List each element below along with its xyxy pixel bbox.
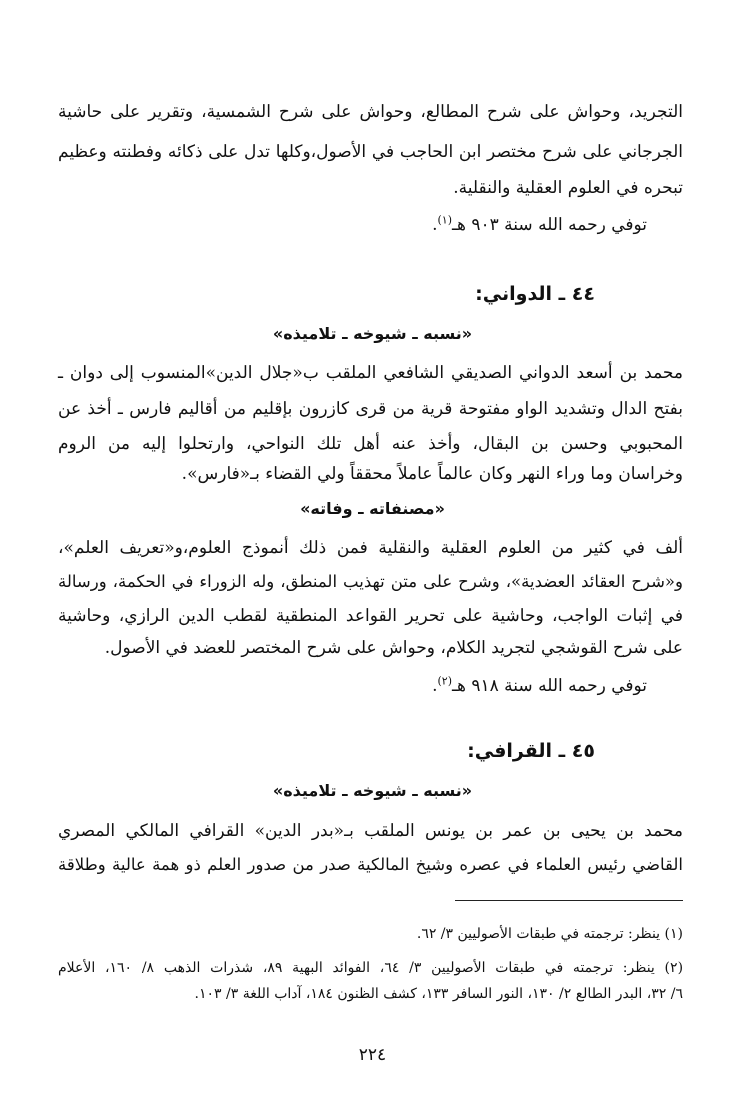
s44-p1-line-1: محمد بن أسعد الدواني الصديقي الشافعي الملقب ب«جلال الدين»المنسوب إلى دوان ـ <box>58 363 683 383</box>
footnote-divider <box>455 900 683 901</box>
s44-p1-line-2: بفتح الدال وتشديد الواو مفتوحة قرية من قرى كازرون بإقليم من أقاليم فارس ـ أخذ عن <box>58 399 683 419</box>
footnote-ref-1: (١) <box>437 213 453 227</box>
death-end: . <box>432 215 438 235</box>
footnote-ref-2: (٢) <box>437 674 453 688</box>
intro-line-3: تبحره في العلوم العقلية والنقلية. <box>453 178 683 198</box>
s45-p1-line-1: محمد بن يحيى بن عمر بن يونس الملقب بـ«بدر الدين» القرافي المالكي المصري <box>58 821 683 841</box>
footnote-2-line-2: ٦/ ٣٢، البدر الطالع ٢/ ١٣٠، النور السافر ١٣٣، كشف الظنون ١٨٤، آداب اللغة ٣/ ١٠٣. <box>194 986 683 1002</box>
s44-p2-line-3: في إثبات الواجب، وحاشية على تحرير القواعد المنطقية لقطب الدين الرازي، وحاشية <box>58 606 683 626</box>
subheading-lineage-45: «نسبه ـ شيوخه ـ تلاميذه» <box>272 781 473 800</box>
intro-line-2: الجرجاني على شرح مختصر ابن الحاجب في الأصول،وكلها تدل على ذكائه وفطنته وعظيم <box>58 142 683 162</box>
footnote-1: (١) ينظر: ترجمته في طبقات الأصوليين ٣/ ٦٢. <box>416 926 683 942</box>
death-note-1 <box>432 213 647 237</box>
s44-p2-line-2: و«شرح العقائد العضدية»، وشرح على متن تهذيب المنطق، وله الزوراء في الحكمة، ورسالة <box>58 572 683 591</box>
s44-p2-line-1: ألف في كثير من العلوم العقلية والنقلية فمن ذلك أنموذج العلوم،و«تعريف العلم»، <box>58 538 683 558</box>
section-heading-44: ٤٤ ـ الدواني: <box>475 283 595 305</box>
death-end: . <box>432 676 438 696</box>
s44-p1-line-3: المحبوبي وحسن بن البقال، وأخذ عنه أهل تلك النواحي، وارتحلوا إليه من الروم <box>58 434 683 454</box>
s44-p2-line-4: على شرح القوشجي لتجريد الكلام، وحواش على شرح المختصر للعضد في الأصول. <box>104 638 683 658</box>
s45-p1-line-2: القاضي رئيس العلماء في عصره وشيخ المالكية صدر من صدور العلم ذو همة عالية وطلاقة <box>58 855 683 874</box>
section-heading-45: ٤٥ ـ القرافي: <box>467 740 595 762</box>
footnote-2-line-1: (٢) ينظر: ترجمته في طبقات الأصوليين ٣/ ٦٤، الفوائد البهية ٨٩، شذرات الذهب ٨/ ١٦٠، الأعلام <box>58 960 684 976</box>
subheading-lineage-44: «نسبه ـ شيوخه ـ تلاميذه» <box>272 324 473 343</box>
intro-line-1: التجريد، وحواش على شرح المطالع، وحواش على شرح الشمسية، وتقرير على حاشية <box>58 102 683 122</box>
death-note-2 <box>432 674 647 698</box>
death-text: توفي رحمه الله سنة ٩٠٣ هـ <box>452 215 647 235</box>
subheading-works-44: «مصنفاته ـ وفاته» <box>300 499 445 518</box>
death-text: توفي رحمه الله سنة ٩١٨ هـ <box>452 676 647 696</box>
page-number: ٢٢٤ <box>358 1045 387 1065</box>
s44-p1-line-4: وخراسان وما وراء النهر وكان عالماً عاملاً محققاً ولي القضاء بـ«فارس». <box>181 464 683 484</box>
